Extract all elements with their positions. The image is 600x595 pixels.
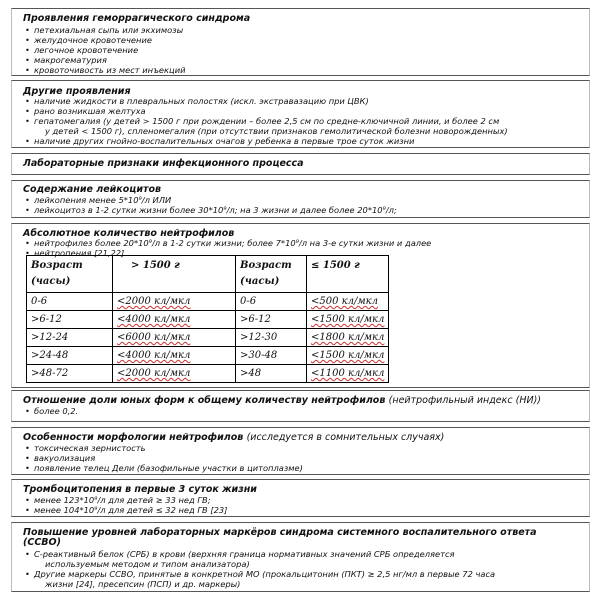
list-item: • вакуолизация xyxy=(34,453,95,463)
section-morphology xyxy=(11,427,590,475)
section-heading: Особенности морфологии нейтрофилов (исследуется в сомнительных случаях) xyxy=(23,432,445,443)
table-row xyxy=(27,329,389,347)
section-heading: Лабораторные признаки инфекционного процесса xyxy=(23,158,304,169)
table-header-row xyxy=(27,256,389,293)
table-cell: <4000 кл/мкл xyxy=(113,347,236,365)
list-item: • петехиальная сыпь или экхимозы xyxy=(34,25,183,35)
list-item: • лейкопения менее 5*10⁹/л ИЛИ xyxy=(34,195,171,205)
list-item: • появление телец Дели (базофильные участки в цитоплазме) xyxy=(34,463,303,473)
header-weight-over-1500: > 1500 г xyxy=(113,256,236,293)
table-cell: >6-12 xyxy=(236,311,307,329)
section-heading: Абсолютное количество нейтрофилов xyxy=(23,228,235,239)
header-weight-under-1500: ≤ 1500 г xyxy=(307,256,389,293)
table-cell: <4000 кл/мкл xyxy=(113,311,236,329)
list-item-continued: жизни [24], пресепсин (ПСП) и др. маркеры) xyxy=(45,579,241,589)
table-cell: <1500 кл/мкл xyxy=(307,311,389,329)
list-item: • С-реактивный белок (СРБ) в крови (верхняя граница нормативных значений СРБ определяется xyxy=(34,549,584,559)
table-cell: 0-6 xyxy=(27,293,113,311)
table-cell: 0-6 xyxy=(236,293,307,311)
section-heading: Проявления геморрагического синдрома xyxy=(23,13,251,24)
header-age: Возраст (часы) xyxy=(27,256,113,293)
header-age: Возраст (часы) xyxy=(236,256,307,293)
table-cell: <6000 кл/мкл xyxy=(113,329,236,347)
table-cell: >6-12 xyxy=(27,311,113,329)
list-item: • кровоточивость из мест инъекций xyxy=(34,65,185,75)
table-row xyxy=(27,347,389,365)
section-hemorrhagic xyxy=(11,8,590,76)
table-cell: <500 кл/мкл xyxy=(307,293,389,311)
table-row xyxy=(27,293,389,311)
list-item: • менее 123*10⁹/л для детей ≥ 33 нед ГВ; xyxy=(34,495,211,505)
list-item: • желудочное кровотечение xyxy=(34,35,152,45)
table-cell: <1100 кл/мкл xyxy=(307,365,389,383)
section-heading: Другие проявления xyxy=(23,86,131,97)
section-sirs-markers xyxy=(11,522,590,592)
list-item: • токсическая зернистость xyxy=(34,443,146,453)
list-item: • легочное кровотечение xyxy=(34,45,138,55)
section-heading: Повышение уровней лабораторных маркёров синдрома системного воспалительного ответа xyxy=(23,527,537,538)
table-row xyxy=(27,365,389,383)
list-item: • нейтрофилез более 20*10⁹/л в 1-2 сутки жизни; более 7*10⁹/л на 3-е сутки жизни и далее xyxy=(34,238,431,248)
list-item: • макрогематурия xyxy=(34,55,107,65)
table-cell: >48 xyxy=(236,365,307,383)
section-lab-signs xyxy=(11,153,590,175)
list-item: • более 0,2. xyxy=(34,406,78,416)
neutropenia-table xyxy=(26,255,389,383)
section-heading: Содержание лейкоцитов xyxy=(23,184,162,195)
table-cell: >24-48 xyxy=(27,347,113,365)
section-heading: Тромбоцитопения в первые 3 суток жизни xyxy=(23,484,257,495)
list-item: • менее 104*10⁹/л для детей ≤ 32 нед ГВ [23] xyxy=(34,505,227,515)
list-item-continued: используемым методом и типом анализатора) xyxy=(45,559,250,569)
section-heading: Отношение доли юных форм к общему количеству нейтрофилов (нейтрофильный индекс (НИ)) xyxy=(23,395,542,406)
list-item: • Другие маркеры ССВО, принятые в конкретной МО (прокальцитонин (ПКТ) ≥ 2,5 нг/мл в первые 72 часа xyxy=(34,569,584,579)
table-cell: >12-30 xyxy=(236,329,307,347)
section-thrombocytopenia xyxy=(11,479,590,517)
section-neutrophil-index xyxy=(11,390,590,422)
table-cell: <2000 кл/мкл xyxy=(113,365,236,383)
table-cell: <1800 кл/мкл xyxy=(307,329,389,347)
table-cell: <2000 кл/мкл xyxy=(113,293,236,311)
list-item: • наличие других гнойно-воспалительных очагов у ребенка в первые трое суток жизни xyxy=(34,136,414,146)
table-cell: >48-72 xyxy=(27,365,113,383)
section-other-signs xyxy=(11,80,590,148)
table-cell: >12-24 xyxy=(27,329,113,347)
table-row xyxy=(27,311,389,329)
section-heading-continued: (ССВО) xyxy=(23,537,61,548)
table-cell: >30-48 xyxy=(236,347,307,365)
list-item: • лейкоцитоз в 1-2 сутки жизни более 30*10⁹/л; на 3 жизни и далее более 20*10⁹/л; xyxy=(34,205,397,215)
list-item-continued: у детей < 1500 г), спленомегалия (при отсутствии признаков гемолитической болезни новорожденных) xyxy=(45,126,508,136)
list-item: • рано возникшая желтуха xyxy=(34,106,146,116)
list-item: • наличие жидкости в плевральных полостях (искл. экстравазацию при ЦВК) xyxy=(34,96,369,106)
section-leukocytes xyxy=(11,180,590,218)
list-item: • нейтропения [21,22] xyxy=(34,248,124,258)
table-cell: <1500 кл/мкл xyxy=(307,347,389,365)
list-item: • гепатомегалия (у детей > 1500 г при рождении – более 2,5 см по средне-ключичной линии, и более 2 см xyxy=(34,116,584,126)
